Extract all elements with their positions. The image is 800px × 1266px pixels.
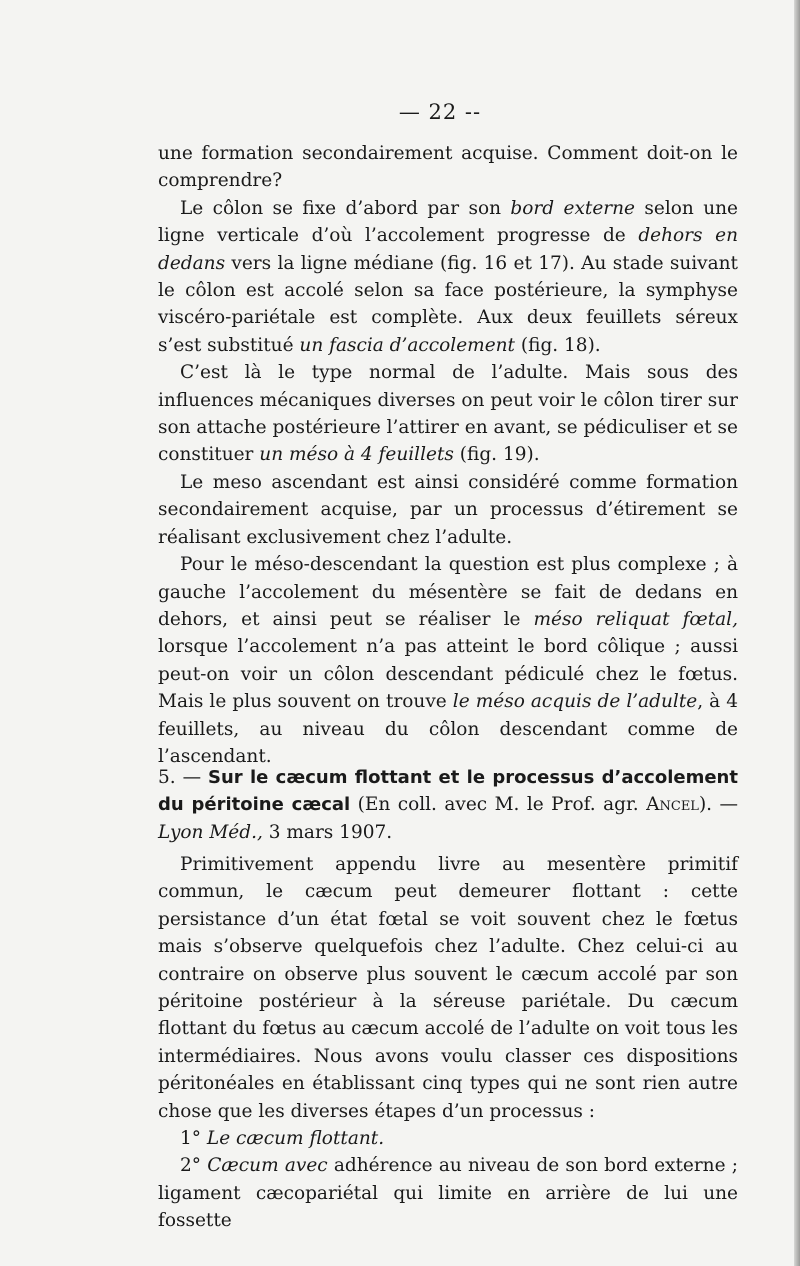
paragraph: C’est là le type normal de l’adulte. Mais sous des influences mécaniques diverses on peut voir le côlon tirer sur son attache postérieure l’attirer en avant, se pédiculiser et se constituer un méso à 4 feuillets (fig. 19). — [158, 362, 738, 466]
paragraph: une formation secondairement acquise. Comment doit-on le comprendre? — [158, 143, 738, 192]
list-item: 1° Le cæcum flottant. — [180, 1128, 385, 1150]
text-block-1 — [158, 140, 738, 770]
paragraph: Le côlon se fixe d’abord par son bord externe selon une ligne verticale d’où l’accolement progresse de dehors en dedans vers la ligne médiane (fig. 16 et 17). Au stade suivant le côlon est accolé selon sa face postérieure, la symphyse viscéro-pariétale est complète. Aux deux feuillets séreux s’est substitué un fascia d’accolement (fig. 18). — [158, 197, 738, 356]
text-block-2 — [158, 851, 738, 1235]
paragraph: Le meso ascendant est ainsi considéré comme formation secondairement acquise, par un processus d’étirement se réalisant exclusivement chez l’adulte. — [158, 471, 738, 548]
section-heading — [158, 764, 738, 846]
section-title: 5. — Sur le cæcum flottant et le processus d’accolement du péritoine cæcal (En coll. avec M. le Prof. agr. Ancel). — Lyon Méd., 3 mars 1907. — [158, 767, 738, 843]
paragraph: Primitivement appendu livre au mesentère primitif commun, le cæcum peut demeurer flottant : cette persistance d’un état fœtal se voit souvent chez le fœtus mais s’observe quelquefois chez l’adulte. Chez celui-ci au contraire on observe plus souvent le cæcum accolé par son péritoine postérieur à la séreuse pariétale. Du cæcum flottant du fœtus au cæcum accolé de l’adulte on voit tous les intermédiaires. Nous avons voulu classer ces dispositions péritonéales en établissant cinq types qui ne sont rien autre chose que les diverses étapes d’un processus : — [158, 854, 738, 1122]
page-number: — 22 -- — [398, 100, 482, 124]
paragraph: Pour le méso-descendant la question est plus complexe ; à gauche l’accolement du mésentère se fait de dedans en dehors, et ainsi peut se réaliser le méso reliquat fœtal, lorsque l’accolement n’a pas atteint le bord côlique ; aussi peut-on voir un côlon descendant pédiculé chez le fœtus. Mais le plus souvent on trouve le méso acquis de l’adulte, à 4 feuillets, au niveau du côlon descendant comme de l’ascendant. — [158, 554, 738, 767]
list-item: 2° Cæcum avec adhérence au niveau de son bord externe ; ligament cæcopariétal qui limite en arrière de lui une fossette — [158, 1155, 739, 1232]
page-edge-shadow — [794, 0, 800, 1266]
